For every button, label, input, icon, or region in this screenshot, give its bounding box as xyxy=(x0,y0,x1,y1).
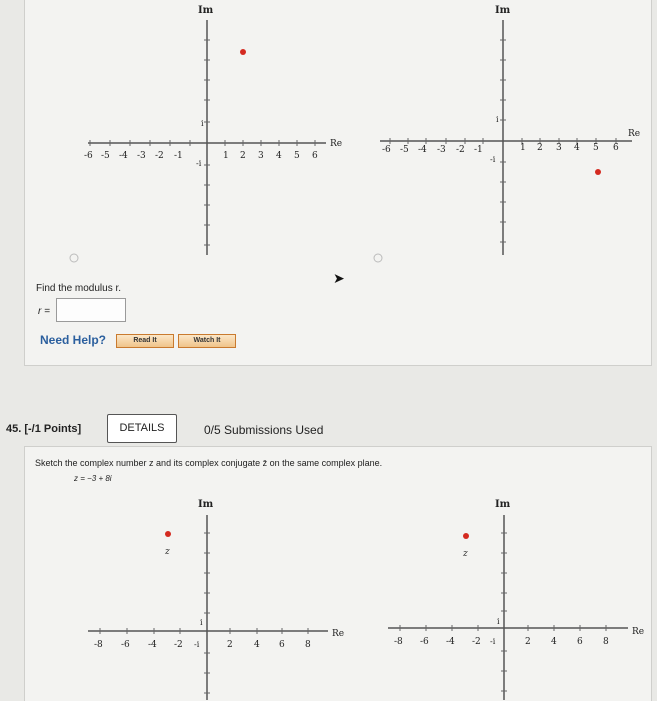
tick-label: 4 xyxy=(276,151,282,161)
tick-label: -6 xyxy=(382,145,391,155)
im-axis-label: Im xyxy=(198,5,214,16)
plotted-point xyxy=(595,169,601,175)
tick-label: -3 xyxy=(137,151,146,161)
tick-label: 6 xyxy=(312,151,318,161)
tick-label: 8 xyxy=(603,637,609,647)
tick-label: 6 xyxy=(613,143,619,153)
plotted-point xyxy=(240,49,246,55)
tick-label: -4 xyxy=(418,145,427,155)
im-axis-label: Im xyxy=(495,5,511,16)
tick-label: -6 xyxy=(121,640,130,650)
tick-label: 2 xyxy=(227,640,233,650)
tick-label: 2 xyxy=(525,637,531,647)
tick-label: 4 xyxy=(254,640,260,650)
modulus-input[interactable] xyxy=(56,298,126,322)
tick-label: 4 xyxy=(574,143,580,153)
tick-label: 2 xyxy=(240,151,246,161)
tick-label: -1 xyxy=(474,145,483,155)
tick-label: -8 xyxy=(394,637,403,647)
modulus-prompt: Find the modulus r. xyxy=(36,283,122,294)
complex-plane-top-right[interactable] xyxy=(370,0,655,270)
submissions-count: 0/5 Submissions Used xyxy=(204,423,324,437)
tick-label: 1 xyxy=(223,151,229,161)
z-point-label: z xyxy=(165,547,170,557)
neg-i-tick-label: -i xyxy=(490,637,496,646)
neg-i-tick-label: -i xyxy=(194,640,200,649)
i-tick-label: i xyxy=(497,617,500,626)
z-point-label: z xyxy=(463,549,468,559)
tick-label: -5 xyxy=(400,145,409,155)
z-point-marker[interactable] xyxy=(463,533,469,539)
tick-label: 8 xyxy=(305,640,311,650)
i-tick-label: i xyxy=(201,119,204,128)
im-axis-label: Im xyxy=(495,499,511,510)
tick-label: 5 xyxy=(294,151,300,161)
tick-label: 3 xyxy=(556,143,562,153)
tick-label: 1 xyxy=(520,143,526,153)
details-button[interactable]: DETAILS xyxy=(107,414,177,443)
r-label: r = xyxy=(38,306,50,317)
re-axis-label: Re xyxy=(628,129,641,139)
tick-label: -1 xyxy=(174,151,183,161)
z-point-marker[interactable] xyxy=(165,531,171,537)
need-help-label: Need Help? xyxy=(40,333,107,347)
complex-plane-top-left[interactable] xyxy=(80,0,343,270)
question-header: 45. [-/1 Points] xyxy=(6,423,82,435)
tick-label: -4 xyxy=(119,151,128,161)
tick-label: -4 xyxy=(148,640,157,650)
read-it-button[interactable]: Read It xyxy=(116,334,174,348)
re-axis-label: Re xyxy=(332,629,345,639)
tick-label: -2 xyxy=(174,640,183,650)
tick-label: 6 xyxy=(577,637,583,647)
tick-label: -6 xyxy=(420,637,429,647)
complex-plane-bottom-right[interactable] xyxy=(380,493,657,700)
complex-number-equation: z = −3 + 8i xyxy=(74,474,112,483)
i-tick-label: i xyxy=(200,618,203,627)
i-tick-label: i xyxy=(496,115,499,124)
neg-i-tick-label: -i xyxy=(490,155,496,164)
tick-label: 2 xyxy=(537,143,543,153)
tick-label: -6 xyxy=(84,151,93,161)
tick-label: -2 xyxy=(155,151,164,161)
tick-label: -2 xyxy=(456,145,465,155)
tick-label: -4 xyxy=(446,637,455,647)
tick-label: -8 xyxy=(94,640,103,650)
tick-label: 3 xyxy=(258,151,264,161)
re-axis-label: Re xyxy=(632,627,645,637)
re-axis-label: Re xyxy=(330,139,343,149)
tick-label: 6 xyxy=(279,640,285,650)
neg-i-tick-label: -i xyxy=(196,159,202,168)
tick-label: -2 xyxy=(472,637,481,647)
question-prompt: Sketch the complex number z and its complex conjugate z̄ on the same complex plane. xyxy=(35,458,383,468)
tick-label: 5 xyxy=(593,143,599,153)
watch-it-button[interactable]: Watch It xyxy=(178,334,236,348)
mouse-cursor-icon: ➤ xyxy=(333,270,345,286)
tick-label: -3 xyxy=(437,145,446,155)
im-axis-label: Im xyxy=(198,499,214,510)
tick-label: -5 xyxy=(101,151,110,161)
complex-plane-bottom-left[interactable] xyxy=(80,493,350,700)
tick-label: 4 xyxy=(551,637,557,647)
